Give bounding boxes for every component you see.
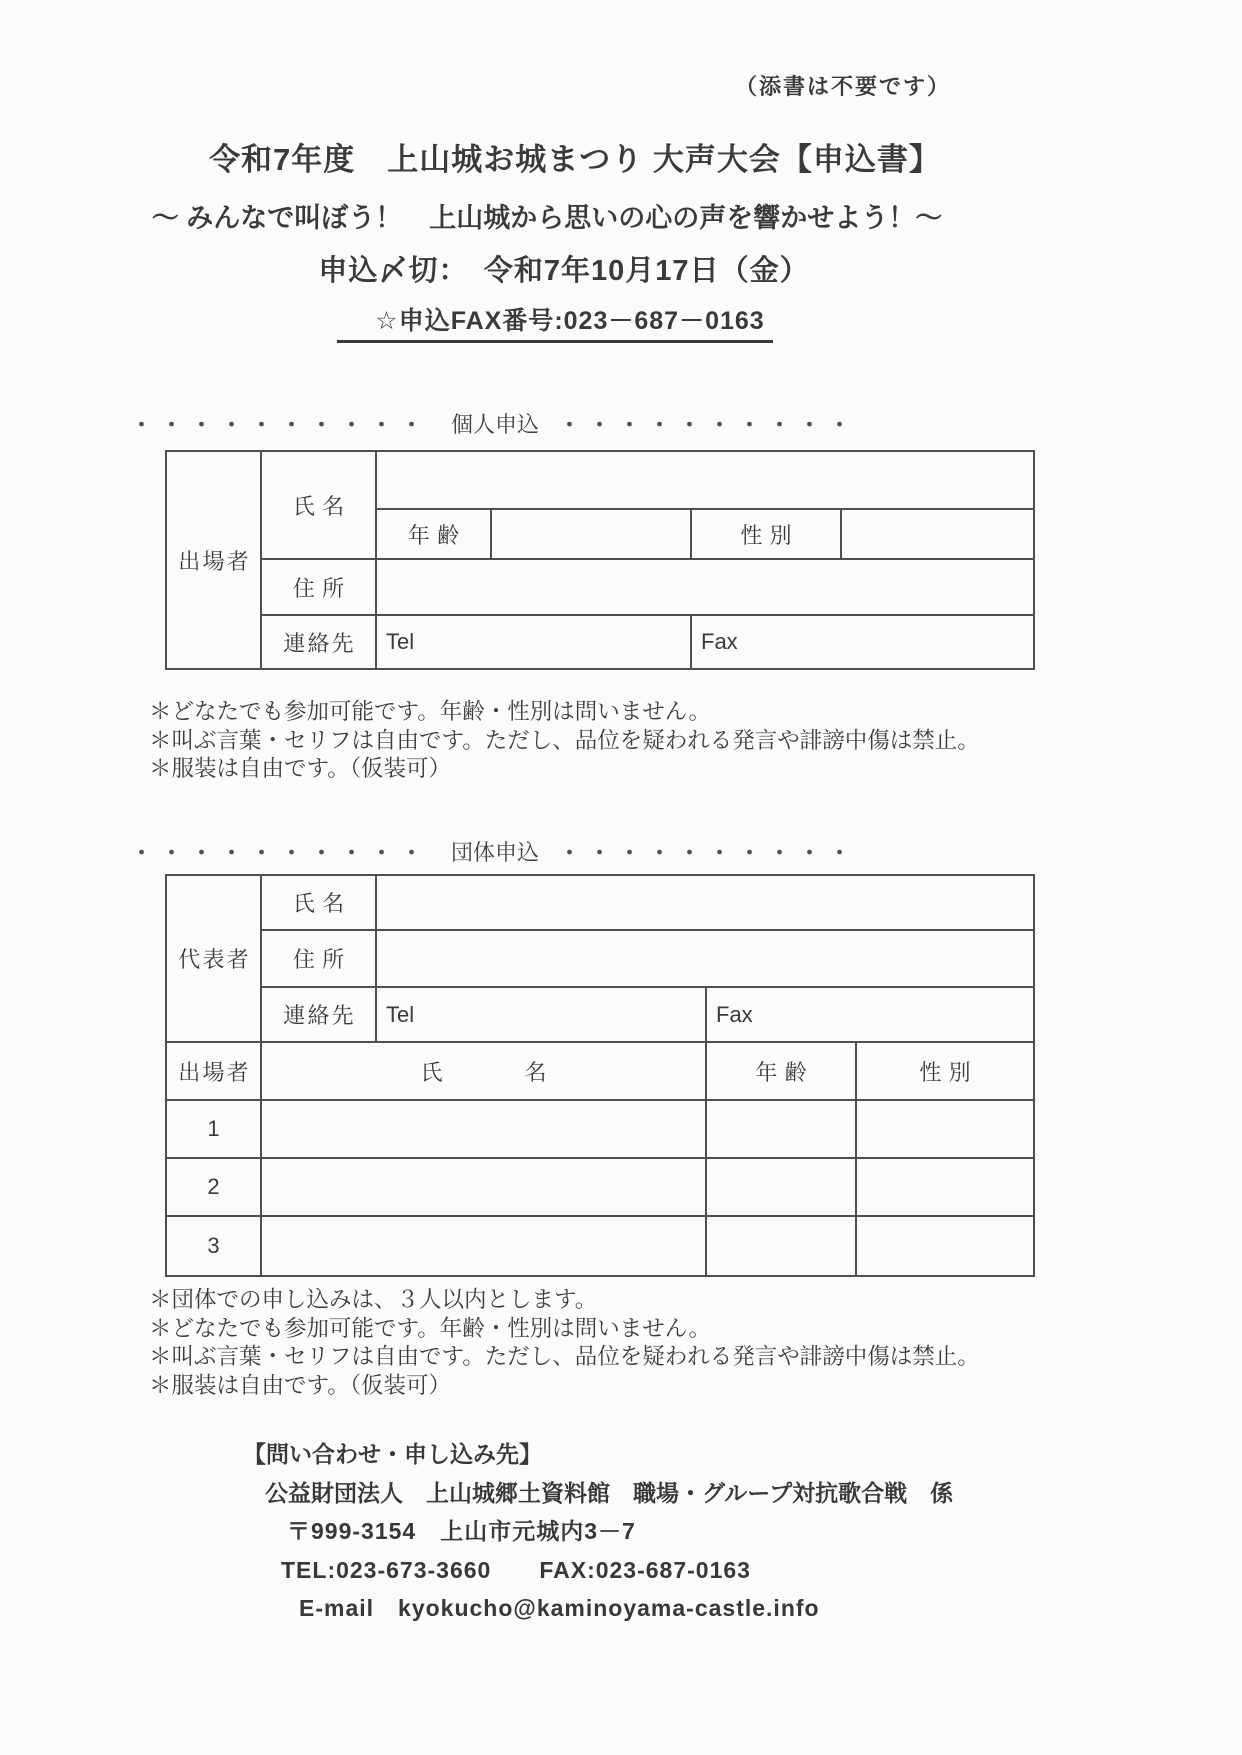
note-line: ＊どなたでも参加可能です。年齢・性別は問いません。 (149, 699, 712, 724)
participants-header: 出場者 (166, 1042, 261, 1100)
note-line: ＊服装は自由です。（仮装可） (149, 1372, 451, 1398)
tel-input-cell: Tel (376, 615, 691, 669)
contact-organization: 公益財団法人 上山城郷土資料館 職場・グループ対抗歌合戦 係 (265, 1479, 954, 1506)
name-input-cell (261, 1216, 706, 1276)
name-label: 氏名 (261, 875, 376, 930)
name-input-cell (376, 875, 1034, 930)
individual-section-label: 個人申込 (450, 412, 539, 437)
attachment-not-required-note: （添書は不要です） (735, 74, 952, 99)
fax-input-cell: Fax (691, 615, 1034, 669)
representative-row-header: 代表者 (166, 875, 261, 1042)
note-line: ＊叫ぶ言葉・セリフは自由です。ただし、品位を疑われる発言や誹謗中傷は禁止。 (149, 727, 980, 753)
group-application-table (165, 874, 1035, 1277)
fax-input-cell: Fax (706, 987, 1034, 1042)
note-line: ＊団体での申し込みは、３人以内とします。 (149, 1287, 598, 1312)
dots-left: ・・・・・・・・・・ (130, 842, 431, 865)
address-input-cell (376, 559, 1034, 615)
group-section-label: 団体申込 (450, 840, 539, 865)
tel-input-cell: Tel (376, 987, 706, 1042)
age-input-cell (706, 1158, 856, 1216)
dots-right: ・・・・・・・・・・ (559, 842, 859, 865)
group-notes (149, 1286, 980, 1400)
gender-input-cell (856, 1216, 1034, 1276)
gender-column-header: 性別 (856, 1042, 1034, 1100)
dots-right: ・・・・・・・・・・ (559, 414, 859, 437)
participant-row-header: 出場者 (166, 451, 261, 669)
contact-address: 〒999-3154 上山市元城内3－7 (287, 1518, 636, 1544)
gender-input-cell (841, 509, 1034, 559)
gender-label: 性別 (691, 509, 841, 559)
address-label: 住所 (261, 930, 376, 987)
name-input-cell (261, 1100, 706, 1158)
dots-left: ・・・・・・・・・・ (130, 414, 431, 437)
address-input-cell (376, 930, 1034, 987)
note-line: ＊叫ぶ言葉・セリフは自由です。ただし、品位を疑われる発言や誹謗中傷は禁止。 (149, 1344, 980, 1369)
age-input-cell (706, 1100, 856, 1158)
gender-input-cell (856, 1100, 1034, 1158)
contact-label: 連絡先 (261, 615, 376, 669)
name-input-cell (376, 451, 1034, 509)
individual-section-header (0, 408, 990, 439)
application-deadline: 申込〆切： 令和7年10月17日（金） (318, 255, 810, 287)
participant-number: 1 (166, 1100, 261, 1158)
name-column-header: 氏名 (261, 1042, 706, 1100)
age-column-header: 年齢 (706, 1042, 856, 1100)
individual-notes (149, 698, 980, 784)
individual-application-table (165, 450, 1035, 670)
note-line: ＊どなたでも参加可能です。年齢・性別は問いません。 (149, 1315, 712, 1341)
contact-label: 連絡先 (261, 987, 376, 1042)
contact-heading: 【問い合わせ・申し込み先】 (243, 1441, 542, 1467)
participant-number: 3 (166, 1216, 261, 1276)
contact-tel-fax: TEL:023-673-3660 FAX:023-687-0163 (281, 1556, 751, 1583)
fax-number-line (0, 301, 1110, 343)
age-label: 年齢 (376, 509, 491, 559)
page-title: 令和7年度 上山城お城まつり 大声大会【申込書】 (209, 142, 941, 177)
age-input-cell (706, 1216, 856, 1276)
note-line: ＊服装は自由です。（仮装可） (149, 756, 451, 781)
name-input-cell (261, 1158, 706, 1216)
participant-number: 2 (166, 1158, 261, 1216)
page-subtitle: ～ みんなで叫ぼう！ 上山城から思いの心の声を響かせよう！～ (151, 203, 943, 233)
fax-number-text: ☆申込FAX番号:023－687－0163 (337, 301, 772, 343)
gender-input-cell (856, 1158, 1034, 1216)
contact-block (243, 1436, 953, 1629)
contact-email: E-mail kyokucho@kaminoyama-castle.info (299, 1595, 820, 1621)
address-label: 住所 (261, 559, 376, 615)
group-section-header (0, 836, 990, 867)
name-label: 氏名 (261, 451, 376, 559)
age-input-cell (491, 509, 691, 559)
